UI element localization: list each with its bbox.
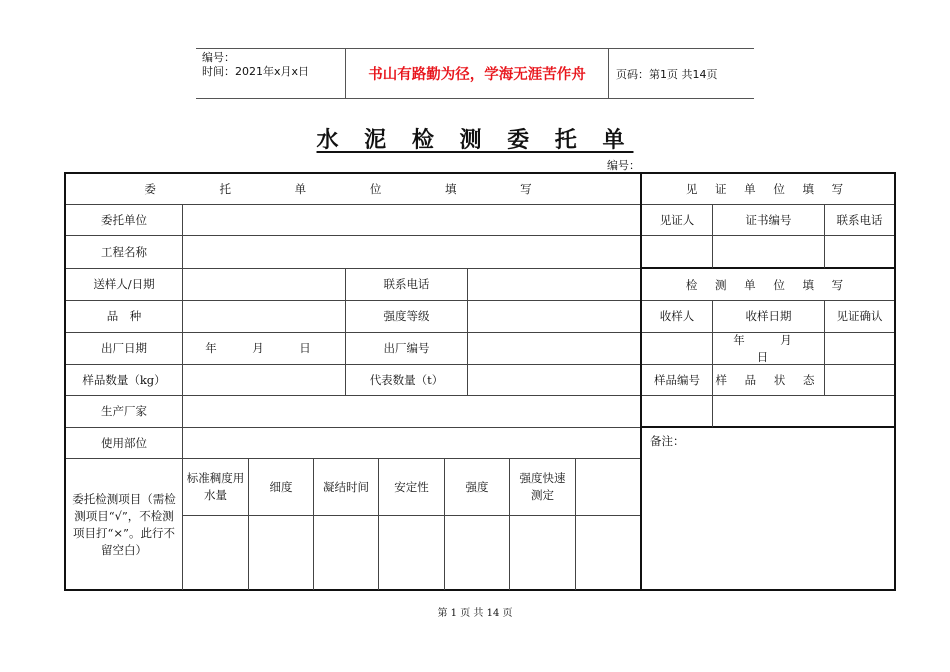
- usage-location-field[interactable]: [183, 428, 640, 459]
- remarks-area[interactable]: [642, 429, 894, 590]
- witness-confirm-field[interactable]: [825, 333, 894, 365]
- header-time-label: 时间：2021年x月x日: [202, 65, 310, 78]
- header-left: [196, 49, 345, 98]
- variety-label: 品 种: [66, 301, 183, 333]
- check-rapid-strength[interactable]: [510, 516, 576, 590]
- receiver-field[interactable]: [642, 333, 713, 365]
- remarks-label: 备注：: [650, 434, 685, 448]
- receiver-label: 收样人: [642, 301, 713, 333]
- sample-number-label: 样品编号: [642, 365, 713, 396]
- witness-field[interactable]: [642, 236, 713, 269]
- witness-section-header: [642, 174, 894, 205]
- client-section-header-text: 委 托 单 位 填 写: [144, 181, 562, 196]
- client-unit-label: 委托单位: [66, 205, 183, 236]
- usage-location-label: 使用部位: [66, 428, 183, 459]
- sample-number-field[interactable]: [642, 396, 713, 428]
- witness-confirm-label: 见证确认: [825, 301, 894, 333]
- receive-date-label: 收样日期: [713, 301, 825, 333]
- header-number-label: 编号：: [202, 51, 235, 64]
- factory-number-label: 出厂编号: [346, 333, 468, 365]
- manufacturer-label: 生产厂家: [66, 396, 183, 428]
- header-page-code: 页码：第1页 共14页: [616, 67, 718, 81]
- sample-status-text: 样 品 状 态: [715, 372, 822, 387]
- sample-qty-label: 样品数量（kg）: [66, 365, 183, 396]
- test-item-extra-header: [576, 459, 640, 516]
- testing-section-header-text: 检 测 单 位 填 写: [685, 277, 851, 292]
- rep-qty-field[interactable]: [468, 365, 640, 396]
- rep-qty-label: 代表数量（t）: [346, 365, 468, 396]
- contact-phone-label: 联系电话: [346, 269, 468, 301]
- check-fineness[interactable]: [249, 516, 314, 590]
- test-item-setting-time: 凝结时间: [314, 459, 379, 516]
- test-item-rapid-strength: 强度快速测定: [510, 459, 576, 516]
- factory-date-value: 年 月 日: [205, 341, 323, 355]
- strength-grade-label: 强度等级: [346, 301, 468, 333]
- check-water-demand[interactable]: [183, 516, 249, 590]
- check-setting-time[interactable]: [314, 516, 379, 590]
- test-item-soundness: 安定性: [379, 459, 445, 516]
- sample-status-extra: [825, 365, 894, 396]
- test-items-note: 委托检测项目（需检测项目“√”，不检测项目打“×”。此行不留空白）: [66, 459, 183, 590]
- project-name-field[interactable]: [183, 236, 640, 269]
- variety-field[interactable]: [183, 301, 346, 333]
- client-unit-field[interactable]: [183, 205, 640, 236]
- check-soundness[interactable]: [379, 516, 445, 590]
- serial-number-label: 编号：: [607, 159, 640, 172]
- witness-phone-label: 联系电话: [825, 205, 894, 236]
- sender-date-label: 送样人/日期: [66, 269, 183, 301]
- document-title-text: 水 泥 检 测 委 托 单: [316, 127, 634, 153]
- sender-date-field[interactable]: [183, 269, 346, 301]
- check-strength[interactable]: [445, 516, 510, 590]
- cert-number-field[interactable]: [713, 236, 825, 269]
- project-name-label: 工程名称: [66, 236, 183, 269]
- receive-date-value: 年 月 日: [733, 332, 828, 364]
- test-item-strength: 强度: [445, 459, 510, 516]
- sample-status-label: [713, 365, 825, 396]
- manufacturer-field[interactable]: [183, 396, 640, 428]
- client-section-header: [66, 174, 640, 205]
- receive-date-field[interactable]: [713, 332, 828, 365]
- witness-section-header-text: 见 证 单 位 填 写: [685, 181, 851, 196]
- strength-grade-field[interactable]: [468, 301, 640, 333]
- header-slogan: 书山有路勤为径，学海无涯苦作舟: [345, 49, 609, 98]
- factory-date-label: 出厂日期: [66, 333, 183, 365]
- factory-number-field[interactable]: [468, 333, 640, 365]
- test-item-water-demand: 标准稠度用水量: [183, 459, 249, 516]
- cert-number-label: 证书编号: [713, 205, 825, 236]
- page-header: [196, 48, 754, 99]
- witness-label: 见证人: [642, 205, 713, 236]
- page-footer: 第 1 页 共 14 页: [437, 608, 513, 619]
- factory-date-field[interactable]: [183, 333, 346, 365]
- test-item-fineness: 细度: [249, 459, 314, 516]
- contact-phone-field[interactable]: [468, 269, 640, 301]
- testing-section-header: [642, 270, 894, 301]
- sample-qty-field[interactable]: [183, 365, 346, 396]
- sample-status-field[interactable]: [713, 396, 894, 428]
- witness-phone-field[interactable]: [825, 236, 894, 269]
- document-title: [0, 123, 950, 154]
- check-extra[interactable]: [576, 516, 640, 590]
